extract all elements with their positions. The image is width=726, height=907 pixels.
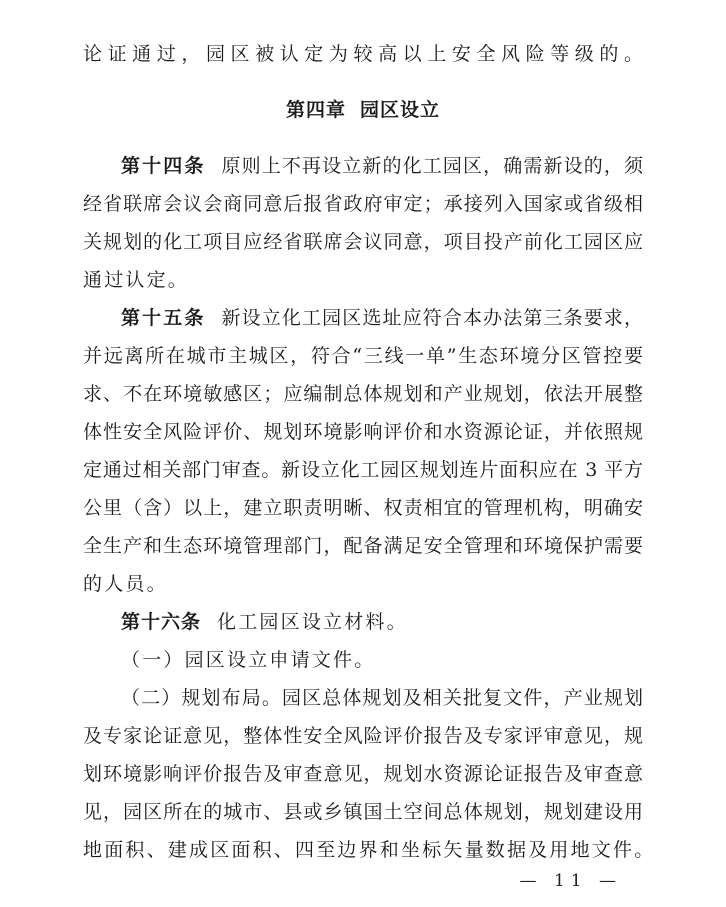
chapter-number: 第四章 [285, 99, 346, 121]
article-14-line-3: 关规划的化工项目应经省联席会议同意，项目投产前化工园区应 [83, 231, 643, 253]
article-14-line-4: 通过认定。 [83, 269, 190, 291]
article-15-line-3: 求、不在环境敏感区；应编制总体规划和产业规划，依法开展整 [83, 383, 643, 405]
article-15-label: 第十五条 [121, 307, 206, 329]
chapter-title: 园区设立 [360, 99, 441, 121]
article-14-label: 第十四条 [121, 155, 206, 177]
article-14-line-1 [121, 154, 643, 178]
article-15-line-4: 体性安全风险评价、规划环境影响评价和水资源论证，并依照规 [83, 421, 643, 443]
article-15-text-1: 新设立化工园区选址应符合本办法第三条要求， [221, 307, 643, 329]
article-16-item-1: （一）园区设立申请文件。 [121, 649, 376, 671]
article-15-line-1 [121, 306, 643, 330]
article-16-item-2-line-2: 及专家论证意见，整体性安全风险评价报告及专家评审意见，规 [83, 725, 643, 747]
article-16-label: 第十六条 [121, 611, 202, 633]
article-15-line-2: 并远离所在城市主城区，符合“三线一单”生态环境分区管控要 [83, 345, 643, 367]
page-number: — 11 — [519, 871, 622, 891]
article-15-line-6: 公里（含）以上，建立职责明晰、权责相宜的管理机构，明确安 [83, 497, 643, 519]
article-16-line-1 [121, 610, 643, 634]
article-16-item-2-line-1: （二）规划布局。园区总体规划及相关批复文件，产业规划 [121, 687, 643, 709]
article-16-text-1: 化工园区设立材料。 [217, 611, 408, 633]
article-16-item-2-line-5: 地面积、建成区面积、四至边界和坐标矢量数据及用地文件。 [83, 839, 656, 861]
chapter-heading [0, 98, 726, 122]
article-14-text-1: 原则上不再设立新的化工园区，确需新设的，须 [221, 155, 643, 177]
article-15-line-7: 全生产和生态环境管理部门，配备满足安全管理和环境保护需要 [83, 535, 643, 557]
article-15-line-8: 的人员。 [83, 573, 168, 595]
article-16-item-2-line-4: 见，园区所在的城市、县或乡镇国土空间总体规划，规划建设用 [83, 801, 643, 823]
article-15-line-5: 定通过相关部门审查。新设立化工园区规划连片面积应在 3 平方 [83, 459, 643, 481]
article-14-line-2: 经省联席会议会商同意后报省政府审定；承接列入国家或省级相 [83, 193, 643, 215]
article-16-item-2-line-3: 划环境影响评价报告及审查意见，规划水资源论证报告及审查意 [83, 763, 643, 785]
continuation-line: 论证通过，园区被认定为较高以上安全风险等级的。 [83, 43, 643, 65]
